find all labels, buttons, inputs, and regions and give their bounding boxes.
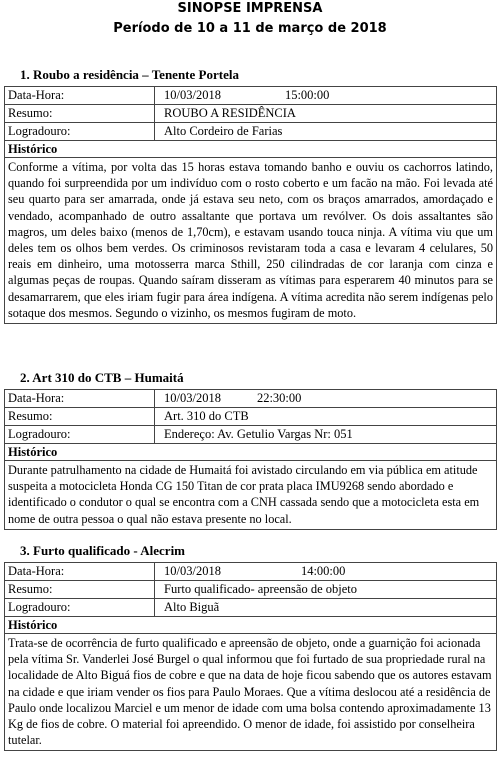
date-value: 10/03/2018: [164, 564, 221, 578]
logradouro-label: Logradouro:: [5, 599, 155, 616]
date-value: 10/03/2018: [164, 391, 221, 405]
historico-label: Histórico: [5, 617, 496, 634]
resumo-label: Resumo:: [5, 408, 155, 425]
occurrence-title: 3. Furto qualificado - Alecrim: [20, 543, 186, 558]
logradouro-value: Alto Cordeiro de Farias: [164, 124, 283, 138]
occurrence-3: [4, 543, 497, 751]
occurrence-title: 1. Roubo a residência – Tenente Portela: [20, 67, 239, 82]
resumo-row: [5, 581, 496, 599]
datahora-label: Data-Hora:: [5, 87, 155, 104]
occurrence-table: [4, 86, 497, 324]
document-title: SINOPSE IMPRENSA: [177, 1, 323, 16]
occurrence-title: 2. Art 310 do CTB – Humaitá: [20, 370, 184, 385]
datahora-label: Data-Hora:: [5, 563, 155, 580]
date-value: 10/03/2018: [164, 88, 221, 102]
occurrence-table: [4, 389, 497, 530]
time-value: 14:00:00: [300, 564, 346, 578]
time-value: 22:30:00: [256, 391, 302, 405]
datahora-row: [5, 563, 496, 581]
resumo-value: ROUBO A RESIDÊNCIA: [164, 106, 296, 120]
logradouro-label: Logradouro:: [5, 426, 155, 443]
resumo-row: [5, 408, 496, 426]
datahora-label: Data-Hora:: [5, 390, 155, 407]
logradouro-value: Alto Biguã: [164, 600, 220, 614]
logradouro-row: [5, 599, 496, 617]
period-subtitle: Período de 10 a 11 de março de 2018: [113, 21, 387, 36]
time-value: 15:00:00: [284, 88, 330, 102]
resumo-label: Resumo:: [5, 105, 155, 122]
historico-label: Histórico: [5, 141, 496, 158]
logradouro-row: [5, 123, 496, 141]
historico-text: Trata-se de ocorrência de furto qualificado e apreensão de objeto, onde a guarnição foi acionada pela vítima Sr. Vanderlei José Burgel o qual informou que foi furtado de sua propriedade rural na localidade de Alto Biguá fios de cobre e que na data de hoje ficou sabendo que os autores estavam na cidade e que iriam vender os fios para Paulo Moraes. Que a vítima deslocou até a residência de Paulo onde localizou Marciel e um menor de idade com uma bolsa contendo aproximadamente 13 Kg de fios de cobre. O material foi apreendido. O menor de idade, foi assistido por conselheira tutelar.: [8, 636, 492, 748]
occurrence-table: [4, 562, 497, 751]
datahora-row: [5, 390, 496, 408]
historico-text: Durante patrulhamento na cidade de Humaitá foi avistado circulando em via pública em atitude suspeita a motocicleta Honda CG 150 Titan de cor prata placa IMU9268 sendo abordado e identificado o condutor o qual se encontra com a CNH cassada sendo que a motocicleta esta em nome de outra pessoa o qual não estava presente no local.: [8, 463, 480, 526]
historico-label: Histórico: [5, 444, 496, 461]
logradouro-value: Endereço: Av. Getulio Vargas Nr: 051: [164, 427, 353, 441]
datahora-value: [155, 390, 496, 407]
datahora-row: [5, 87, 496, 105]
resumo-value: Furto qualificado- apreensão de objeto: [164, 582, 357, 596]
datahora-value: [155, 563, 496, 580]
logradouro-row: [5, 426, 496, 444]
datahora-value: [155, 87, 496, 104]
occurrence-2: [4, 370, 497, 530]
logradouro-label: Logradouro:: [5, 123, 155, 140]
resumo-value: Art. 310 do CTB: [164, 409, 249, 423]
resumo-row: [5, 105, 496, 123]
resumo-label: Resumo:: [5, 581, 155, 598]
historico-text: Conforme a vítima, por volta das 15 horas estava tomando banho e ouviu os cachorros latindo, quando foi surpreendida por um indivíduo com o rosto coberto e um facão na mão. Foi levada até seu quarto para ser amarrada, onde já estava seu neto, com os braços amarrados, amordaçado e vendado, acompanhado de outro assaltante que portava um revólver. Os dois assaltantes são magros, um deles baixo (menos de 1,70cm), e estavam usando touca ninja. A vítima viu que um deles tem os olhos bem verdes. Os criminosos revistaram toda a casa e levaram 4 celulares, 50 reais em dinheiro, uma motosserra marca Sthill, 250 cilindradas de cor laranja com cinza e algumas peças de roupas. Quando saíram disseram as vítimas para esperarem 40 minutos para se desamarrarem, que eles iriam fugir para área indígena. A vítima acredita não serem indígenas pelo sotaque dos mesmos. Segundo o vizinho, os mesmos fugiram de moto.: [8, 160, 493, 320]
occurrence-1: [4, 67, 497, 324]
